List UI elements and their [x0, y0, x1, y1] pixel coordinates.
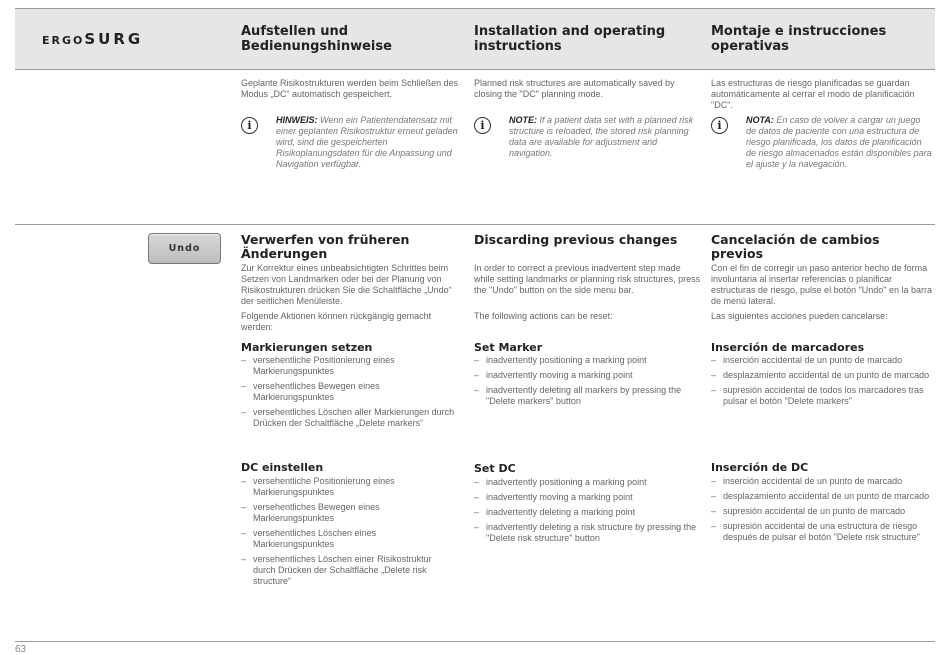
subtitle-es-markers: Inserción de marcadores	[711, 341, 865, 354]
list-es-dc	[711, 476, 933, 547]
list-item: – inadvertently deleting a risk structure by pressing the "Delete risk structure" button	[474, 522, 700, 544]
list-item: – versehentliches Löschen eines Markierungspunktes	[241, 528, 456, 550]
note-es: NOTA: En caso de volver a cargar un juego de datos de paciente con una estructura de riesgo planificada, los datos de planificación de riesgo almacenados están disponibles para el ajuste y la navegación.	[746, 115, 932, 169]
list-item: – versehentliche Positionierung eines Markierungspunktes	[241, 476, 456, 498]
list-en-markers	[474, 355, 700, 411]
intro-de: Zur Korrektur eines unbeabsichtigten Schrittes beim Setzen von Landmarken oder bei der Planung von Risikostrukturen drücken Sie die Schaltfläche „Undo“ der seitlichen Menüleiste. Folgende Aktionen können rückgängig gemacht werden:	[241, 263, 452, 332]
list-item: – inserción accidental de un punto de marcado	[711, 355, 933, 366]
page-number: 63	[15, 644, 27, 655]
undo-button[interactable]: Undo	[148, 233, 221, 264]
info-icon: i	[474, 117, 491, 134]
list-item: – inadvertently moving a marking point	[474, 492, 700, 503]
note-de: HINWEIS: Wenn ein Patientendatensatz mit einer geplanten Risikostruktur erneut geladen wird, sind die gespeicherten Risikoplanungsdaten für die Anpassung und Navigation verfügbar.	[276, 115, 458, 169]
list-item: – desplazamiento accidental de un punto de marcado	[711, 370, 933, 381]
header-spanish: Montaje e instrucciones operativas	[711, 24, 887, 54]
note-en: NOTE: If a patient data set with a planned risk structure is reloaded, the stored risk planning data are available for adjustment and navigation.	[509, 115, 694, 158]
list-de-markers	[241, 355, 456, 433]
list-item: – desplazamiento accidental de un punto de marcado	[711, 491, 933, 502]
list-item: – versehentliches Löschen aller Markierungen durch Drücken der Schaltfläche „Delete markers“	[241, 407, 456, 429]
info-icon: i	[241, 117, 258, 134]
subtitle-en-markers: Set Marker	[474, 341, 543, 354]
list-item: – versehentliches Bewegen eines Markierungspunktes	[241, 381, 456, 403]
footer-divider	[15, 641, 935, 642]
list-item: – inadvertently positioning a marking point	[474, 355, 700, 366]
subtitle-es-dc: Inserción de DC	[711, 461, 809, 474]
ergosurg-logo: ERGOSURG	[42, 30, 144, 48]
list-es-markers	[711, 355, 933, 411]
list-item: – versehentliches Löschen einer Risikostruktur durch Drücken der Schaltfläche „Delete risk structure“	[241, 554, 456, 587]
list-item: – supresión accidental de una estructura de riesgo después de pulsar el botón "Delete risk structure"	[711, 521, 933, 543]
section-divider	[15, 224, 935, 225]
title-de-discard: Verwerfen von früheren Änderungen	[241, 232, 410, 261]
list-item: – versehentliche Positionierung eines Markierungspunktes	[241, 355, 456, 377]
list-item: – versehentliches Bewegen eines Markierungspunktes	[241, 502, 456, 524]
list-en-dc	[474, 477, 700, 548]
list-item: – supresión accidental de todos los marcadores tras pulsar el botón "Delete markers"	[711, 385, 933, 407]
text-es-autosave: Las estructuras de riesgo planificadas se guardan automáticamente al cerrar el modo de planificación "DC".	[711, 78, 915, 110]
list-item: – inadvertently moving a marking point	[474, 370, 700, 381]
list-item: – inadvertently deleting a marking point	[474, 507, 700, 518]
list-de-dc	[241, 476, 456, 591]
title-es-discard: Cancelación de cambios previos	[711, 232, 880, 261]
subtitle-de-dc: DC einstellen	[241, 461, 324, 474]
header-german: Aufstellen und Bedienungshinweise	[241, 24, 392, 54]
text-en-autosave: Planned risk structures are automatically saved by closing the "DC" planning mode.	[474, 78, 675, 99]
list-item: – inserción accidental de un punto de marcado	[711, 476, 933, 487]
subtitle-de-markers: Markierungen setzen	[241, 341, 373, 354]
intro-es: Con el fin de corregir un paso anterior hecho de forma involuntaria al insertar referencias o planificar estructuras de riesgo, pulse el botón "Undo" en la barra de menú lateral. Las siguientes acciones pueden cancelarse:	[711, 263, 933, 321]
list-item: – inadvertently positioning a marking point	[474, 477, 700, 488]
list-item: – inadvertently deleting all markers by pressing the "Delete markers" button	[474, 385, 700, 407]
info-icon: i	[711, 117, 728, 134]
text-de-autosave: Geplante Risikostrukturen werden beim Schließen des Modus „DC“ automatisch gespeichert.	[241, 78, 459, 99]
title-en-discard: Discarding previous changes	[474, 232, 678, 247]
header-english: Installation and operating instructions	[474, 24, 666, 54]
subtitle-en-dc: Set DC	[474, 462, 516, 475]
intro-en: In order to correct a previous inadvertent step made while setting landmarks or planning risk structures, press the "Undo" button on the side menu bar. The following actions can be reset:	[474, 263, 701, 321]
list-item: – supresión accidental de un punto de marcado	[711, 506, 933, 517]
